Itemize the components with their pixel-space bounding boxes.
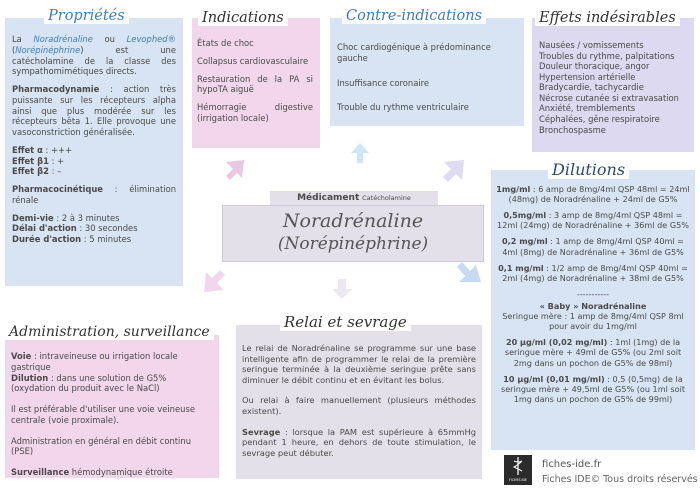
medicament-label: Médicament	[297, 193, 360, 203]
dilution-2: 0,5mg/ml : 3 amp de 8mg/4ml QSP 48ml = 12ml (24mg) de Noradrénaline + 36ml de G5%	[497, 210, 689, 231]
drug-name: Noradrénaline	[282, 210, 424, 232]
effet-item: Bronchospasme	[539, 124, 606, 135]
contre-indications-title: Contre-indications	[342, 8, 486, 24]
contre-indications-panel	[330, 18, 524, 126]
arrow-to-effets-icon	[440, 158, 466, 184]
effet-item: Hypertension artérielle	[539, 71, 636, 82]
effet-item: Céphalées, gêne respiratoire	[539, 114, 660, 125]
dilutions-title: Dilutions	[548, 160, 629, 179]
indication-item: Restauration de la PA si hypoTA aiguë	[197, 73, 313, 95]
relai-paragraph: Le relai de Noradrénaline se programme sur une base intelligente afin de programmer le relai de la première seringue terminée à la deuxième seringue prête sans diminuer le débit continu et en évitant les bolus.	[242, 343, 476, 385]
effet-item: Nausées / vomissements	[539, 40, 644, 50]
pharmacocinetique: Pharmacocinétique : élimination rénale	[12, 184, 176, 205]
effet-item: Bradycardie, tachycardie	[539, 82, 644, 93]
mode-administration: Administration en général en débit continu (PSE)	[11, 435, 192, 457]
proprietes-panel	[5, 18, 183, 286]
baby-noradrenaline: « Baby » Noradrénaline Seringue mère : 1 amp de 8mg/4ml QSP 8ml pour avoir du 1mg/ml	[502, 300, 684, 332]
contre-indication-item: Choc cardiogénique à prédominance gauche	[337, 42, 491, 63]
rights-text: Fiches IDE© Tous droits réservés	[542, 474, 698, 485]
dilution-6: 10 µg/ml (0,01 mg/ml) : 0,5 (0,5mg) de la seringue mère + 49,5ml de G5% (ou 1ml soit 1mg dans un pochon de G5% de 99ml)	[500, 373, 685, 404]
center-drug-box	[222, 205, 484, 262]
voie-dilution: Voie : intraveineuse ou irrigation locale gastrique Dilution : dans une solution de G5% (oxydation du produit avec le NaCl)	[11, 351, 178, 394]
site-link[interactable]: fiches-ide.fr	[542, 459, 602, 470]
indications-title: Indications	[198, 10, 288, 26]
administration-title: Administration, surveillance	[5, 324, 214, 340]
surveillance: Surveillance hémodynamique étroite	[11, 467, 173, 477]
relai-panel	[236, 325, 482, 479]
arrow-to-dilutions-icon	[455, 258, 483, 284]
indications-panel	[192, 18, 320, 148]
effet-item: Troubles du rythme, palpitations	[539, 50, 675, 61]
dilutions-panel	[491, 170, 695, 450]
arrow-to-administration-icon	[202, 268, 228, 294]
dilution-4: 0,1 mg/ml : 1/2 amp de 8mg/4ml QSP 40ml = 2ml (4mg) de Noradrénaline + 38ml de G5%	[498, 262, 688, 283]
proprietes-title: Propriétés	[44, 8, 129, 24]
sevrage: Sevrage : lorsque la PAM est supérieure à 65mmHg pendant 1 heure, en dehors de toute stimulation, le sevrage peut débuter.	[242, 426, 476, 458]
contre-indication-item: Trouble du rythme ventriculaire	[337, 102, 469, 113]
indication-item: Collapsus cardiovasculaire	[197, 55, 309, 66]
durees: Demi-vie : 2 à 3 minutes Délai d'action : 30 secondes Durée d'action : 5 minutes	[12, 212, 138, 244]
arrow-to-contre-indications-icon	[350, 142, 370, 164]
indication-item: États de choc	[197, 38, 254, 48]
effet-item: Nécrose cutanée si extravasation	[539, 92, 679, 103]
relai-title: Relai et sevrage	[280, 313, 411, 331]
dilution-5: 20 µg/ml (0,02 mg/ml) : 1ml (1mg) de la seringue mère + 49ml de G5% (ou 2ml soit 2mg dans un pochon de G5% de 98ml)	[504, 337, 682, 368]
logo	[504, 455, 532, 485]
relai-manuel: Ou relai à faire manuellement (plusieurs méthodes existent).	[242, 395, 476, 417]
proprietes-intro: La Noradrénaline ou Levophed® (Norépinéphrine) est une catécholamine de la classe des sympathomimétiques directs.	[12, 34, 176, 77]
effet-item: Douleur thoracique, angor	[539, 61, 650, 72]
arrow-to-indications-icon	[224, 158, 248, 182]
dilution-separator: -----------	[576, 288, 610, 299]
drug-alt-name: (Norépinéphrine)	[277, 234, 429, 254]
contre-indication-item: Insuffisance coronaire	[337, 77, 430, 88]
dilution-1: 1mg/ml : 6 amp de 8mg/4ml QSP 48ml = 24ml (48mg) de Noradrénaline + 24ml de G5%	[496, 184, 690, 205]
effet-item: Anxiété, tremblements	[539, 103, 636, 114]
logo-text: FICHES IDE	[509, 478, 527, 482]
effets-panel	[532, 18, 694, 152]
caduceus-icon	[511, 456, 525, 476]
pharmacodynamie: Pharmacodynamie : action très puissante sur les récepteurs alpha ainsi que plus modérée sur les récepteurs bêta 1. Elle provoque une vasoconstriction généralisée.	[12, 84, 176, 137]
effets-recepteurs: Effet α : +++ Effet β1 : + Effet β2 : –	[12, 144, 73, 177]
center-medicament-bar	[270, 191, 438, 205]
effets-title: Effets indésirables	[535, 10, 680, 26]
indication-item: Hémorragie digestive (irrigation locale)	[197, 102, 313, 123]
arrow-to-relai-icon	[331, 278, 353, 300]
dilution-3: 0,2 mg/ml : 1 amp de 8mg/4ml QSP 40ml = 4ml (8mg) de Noradrénaline + 36ml de G5%	[502, 236, 684, 257]
administration-panel	[5, 335, 219, 478]
category-label: Catécholamine	[362, 194, 411, 202]
voie-preferee: Il est préférable d'utiliser une voie veineuse centrale (voie proximale).	[11, 404, 195, 425]
